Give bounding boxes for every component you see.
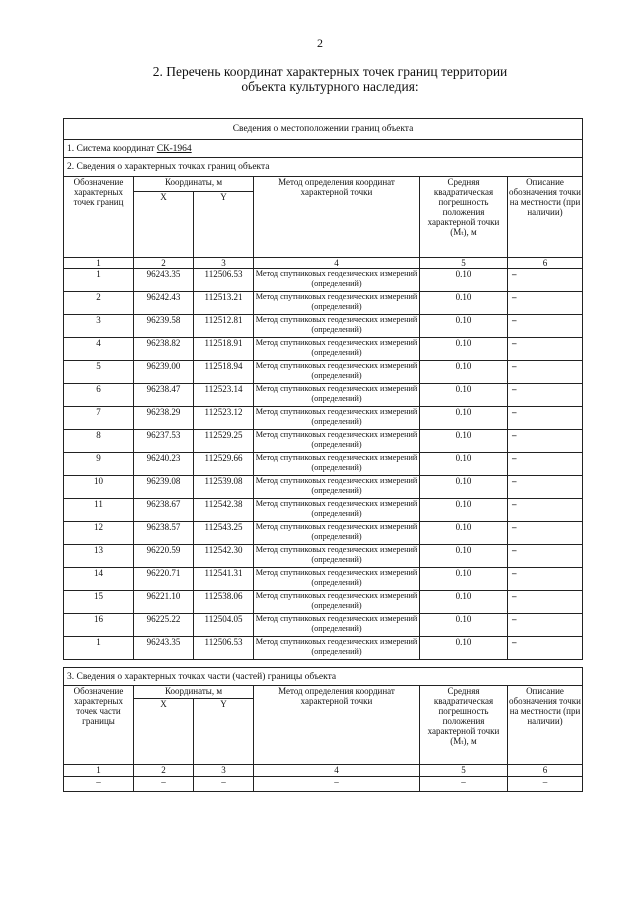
coordinate-system-row <box>64 140 583 158</box>
point-number: 3 <box>64 315 134 338</box>
document-heading <box>0 64 640 94</box>
column-number: 4 <box>254 258 420 269</box>
coord-x: 96238.82 <box>134 338 194 361</box>
table-row <box>64 430 583 453</box>
header-part-point-designation: Обозначение характерных точек части границы <box>64 686 134 765</box>
part-boundary-table <box>63 667 583 792</box>
column-number: 3 <box>194 765 254 777</box>
description-cell: – <box>508 591 583 614</box>
description-cell: – <box>508 269 583 292</box>
method-cell: Метод спутниковых геодезических измерений (определений) <box>254 338 420 361</box>
column-number: 6 <box>508 765 583 777</box>
error-cell: 0.10 <box>420 545 508 568</box>
error-cell: 0.10 <box>420 315 508 338</box>
table-row <box>64 315 583 338</box>
method-cell: Метод спутниковых геодезических измерений (определений) <box>254 522 420 545</box>
coord-y: 112529.25 <box>194 430 254 453</box>
coord-x: 96243.35 <box>134 637 194 660</box>
part-cell: – <box>194 777 254 792</box>
table-row <box>64 591 583 614</box>
coord-y: 112523.12 <box>194 407 254 430</box>
coord-x: 96220.71 <box>134 568 194 591</box>
coord-x: 96239.58 <box>134 315 194 338</box>
point-number: 4 <box>64 338 134 361</box>
table-row <box>64 522 583 545</box>
description-cell: – <box>508 499 583 522</box>
method-cell: Метод спутниковых геодезических измерений (определений) <box>254 315 420 338</box>
coord-x: 96238.29 <box>134 407 194 430</box>
column-number: 6 <box>508 258 583 269</box>
table-row <box>64 453 583 476</box>
header-x: X <box>134 192 194 258</box>
method-cell: Метод спутниковых геодезических измерений (определений) <box>254 407 420 430</box>
column-number: 3 <box>194 258 254 269</box>
header-coordinates: Координаты, м <box>134 686 254 699</box>
method-cell: Метод спутниковых геодезических измерений (определений) <box>254 545 420 568</box>
description-cell: – <box>508 315 583 338</box>
method-cell: Метод спутниковых геодезических измерений (определений) <box>254 568 420 591</box>
coord-y: 112538.06 <box>194 591 254 614</box>
point-number: 16 <box>64 614 134 637</box>
column-number: 2 <box>134 765 194 777</box>
method-cell: Метод спутниковых геодезических измерений (определений) <box>254 384 420 407</box>
error-cell: 0.10 <box>420 292 508 315</box>
column-number-row <box>64 765 583 777</box>
header-point-designation: Обозначение характерных точек границ <box>64 177 134 258</box>
column-number-row <box>64 258 583 269</box>
table-row <box>64 361 583 384</box>
page-number: 2 <box>317 36 323 50</box>
table-row <box>64 637 583 660</box>
boundary-points-table <box>63 118 583 660</box>
description-cell: – <box>508 292 583 315</box>
part-cell: – <box>508 777 583 792</box>
heading-line-1: 2. Перечень координат характерных точек границ территории <box>152 64 508 79</box>
coordinate-system-name: СК-1964 <box>156 143 192 154</box>
table-row <box>64 499 583 522</box>
description-cell: – <box>508 453 583 476</box>
error-cell: 0.10 <box>420 407 508 430</box>
table-row <box>64 614 583 637</box>
method-cell: Метод спутниковых геодезических измерений (определений) <box>254 292 420 315</box>
coord-x: 96239.08 <box>134 476 194 499</box>
coord-y: 112542.38 <box>194 499 254 522</box>
point-number: 15 <box>64 591 134 614</box>
description-cell: – <box>508 637 583 660</box>
error-cell: 0.10 <box>420 269 508 292</box>
coord-y: 112542.30 <box>194 545 254 568</box>
table-title: Сведения о местоположении границ объекта <box>64 119 583 140</box>
point-number: 5 <box>64 361 134 384</box>
method-cell: Метод спутниковых геодезических измерений (определений) <box>254 499 420 522</box>
coord-x: 96240.23 <box>134 453 194 476</box>
description-cell: – <box>508 407 583 430</box>
heading-line-2: объекта культурного наследия: <box>241 79 419 94</box>
table-row <box>64 292 583 315</box>
section-3-title: 3. Сведения о характерных точках части (частей) границы объекта <box>64 668 583 686</box>
point-number: 1 <box>64 269 134 292</box>
point-number: 9 <box>64 453 134 476</box>
method-cell: Метод спутниковых геодезических измерений (определений) <box>254 269 420 292</box>
point-number: 12 <box>64 522 134 545</box>
header-y: Y <box>194 192 254 258</box>
coord-x: 96238.47 <box>134 384 194 407</box>
description-cell: – <box>508 476 583 499</box>
point-number: 13 <box>64 545 134 568</box>
table-row <box>64 407 583 430</box>
header-x: X <box>134 699 194 765</box>
header-error: Средняя квадратическая погрешность положения характерной точки (Mₜ), м <box>420 686 508 765</box>
method-cell: Метод спутниковых геодезических измерений (определений) <box>254 614 420 637</box>
header-description: Описание обозначения точки на местности (при наличии) <box>508 177 583 258</box>
part-cell: – <box>254 777 420 792</box>
coord-x: 96238.57 <box>134 522 194 545</box>
point-number: 6 <box>64 384 134 407</box>
error-cell: 0.10 <box>420 430 508 453</box>
description-cell: – <box>508 522 583 545</box>
part-cell: – <box>134 777 194 792</box>
error-cell: 0.10 <box>420 591 508 614</box>
description-cell: – <box>508 430 583 453</box>
section-2-title: 2. Сведения о характерных точках границ объекта <box>64 158 583 177</box>
coord-x: 96221.10 <box>134 591 194 614</box>
coord-y: 112512.81 <box>194 315 254 338</box>
method-cell: Метод спутниковых геодезических измерений (определений) <box>254 637 420 660</box>
coord-x: 96243.35 <box>134 269 194 292</box>
description-cell: – <box>508 614 583 637</box>
column-number: 1 <box>64 765 134 777</box>
column-number: 2 <box>134 258 194 269</box>
table-row <box>64 384 583 407</box>
coord-y: 112506.53 <box>194 637 254 660</box>
column-number: 5 <box>420 765 508 777</box>
column-number: 1 <box>64 258 134 269</box>
point-number: 1 <box>64 637 134 660</box>
coord-y: 112504.05 <box>194 614 254 637</box>
column-number: 5 <box>420 258 508 269</box>
part-point-row <box>64 777 583 792</box>
column-number: 4 <box>254 765 420 777</box>
coord-y: 112539.08 <box>194 476 254 499</box>
table-row <box>64 476 583 499</box>
coord-x: 96225.22 <box>134 614 194 637</box>
error-cell: 0.10 <box>420 453 508 476</box>
header-method: Метод определения координат характерной точки <box>254 177 420 258</box>
coord-x: 96238.67 <box>134 499 194 522</box>
error-cell: 0.10 <box>420 568 508 591</box>
error-cell: 0.10 <box>420 637 508 660</box>
coord-y: 112543.25 <box>194 522 254 545</box>
coord-x: 96220.59 <box>134 545 194 568</box>
point-rows <box>64 269 583 660</box>
method-cell: Метод спутниковых геодезических измерений (определений) <box>254 476 420 499</box>
table-row <box>64 269 583 292</box>
error-cell: 0.10 <box>420 499 508 522</box>
error-cell: 0.10 <box>420 384 508 407</box>
point-number: 8 <box>64 430 134 453</box>
error-cell: 0.10 <box>420 614 508 637</box>
coord-y: 112513.21 <box>194 292 254 315</box>
error-cell: 0.10 <box>420 522 508 545</box>
header-method: Метод определения координат характерной точки <box>254 686 420 765</box>
table-row <box>64 568 583 591</box>
point-number: 7 <box>64 407 134 430</box>
description-cell: – <box>508 361 583 384</box>
description-cell: – <box>508 545 583 568</box>
coord-y: 112518.94 <box>194 361 254 384</box>
table-row <box>64 545 583 568</box>
point-number: 11 <box>64 499 134 522</box>
error-cell: 0.10 <box>420 361 508 384</box>
coord-x: 96237.53 <box>134 430 194 453</box>
method-cell: Метод спутниковых геодезических измерений (определений) <box>254 430 420 453</box>
description-cell: – <box>508 384 583 407</box>
coord-x: 96242.43 <box>134 292 194 315</box>
coord-y: 112523.14 <box>194 384 254 407</box>
description-cell: – <box>508 568 583 591</box>
part-cell: – <box>420 777 508 792</box>
coord-x: 96239.00 <box>134 361 194 384</box>
coord-y: 112506.53 <box>194 269 254 292</box>
coordinate-system-prefix: 1. Система координат <box>67 143 157 154</box>
error-cell: 0.10 <box>420 338 508 361</box>
method-cell: Метод спутниковых геодезических измерений (определений) <box>254 361 420 384</box>
coord-y: 112518.91 <box>194 338 254 361</box>
header-coordinates: Координаты, м <box>134 177 254 192</box>
header-description: Описание обозначения точки на местности (при наличии) <box>508 686 583 765</box>
method-cell: Метод спутниковых геодезических измерений (определений) <box>254 453 420 476</box>
point-number: 10 <box>64 476 134 499</box>
part-cell: – <box>64 777 134 792</box>
point-number: 14 <box>64 568 134 591</box>
coord-y: 112529.66 <box>194 453 254 476</box>
header-error: Средняя квадратическая погрешность положения характерной точки (Mₜ), м <box>420 177 508 258</box>
point-number: 2 <box>64 292 134 315</box>
method-cell: Метод спутниковых геодезических измерений (определений) <box>254 591 420 614</box>
coord-y: 112541.31 <box>194 568 254 591</box>
error-cell: 0.10 <box>420 476 508 499</box>
description-cell: – <box>508 338 583 361</box>
header-y: Y <box>194 699 254 765</box>
table-row <box>64 338 583 361</box>
